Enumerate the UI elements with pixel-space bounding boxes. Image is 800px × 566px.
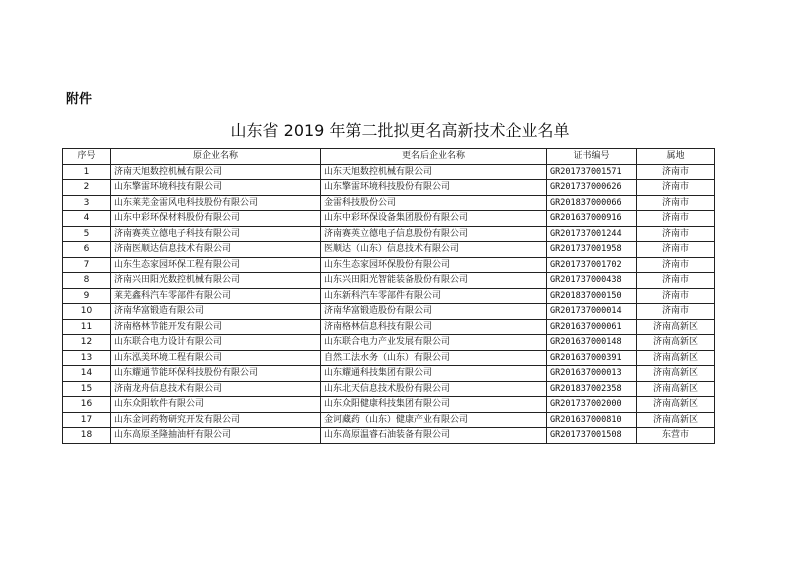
cell-new-name: 山东耀通科技集团有限公司 xyxy=(321,366,547,382)
cell-certificate-number: GR201637000810 xyxy=(547,412,637,428)
table-row xyxy=(63,226,715,242)
cell-certificate-number: GR201737001958 xyxy=(547,242,637,258)
header-original-name: 原企业名称 xyxy=(111,149,321,165)
cell-index: 9 xyxy=(63,288,111,304)
table-row xyxy=(63,304,715,320)
cell-certificate-number: GR201737001508 xyxy=(547,428,637,444)
table-row xyxy=(63,273,715,289)
cell-new-name: 金诃藏药（山东）健康产业有限公司 xyxy=(321,412,547,428)
cell-region: 济南市 xyxy=(637,226,715,242)
table-row xyxy=(63,257,715,273)
table-row xyxy=(63,366,715,382)
cell-new-name: 山东众阳健康科技集团有限公司 xyxy=(321,397,547,413)
cell-new-name: 金雷科技股份公司 xyxy=(321,195,547,211)
cell-index: 6 xyxy=(63,242,111,258)
cell-region: 济南高新区 xyxy=(637,335,715,351)
cell-original-name: 山东联合电力设计有限公司 xyxy=(111,335,321,351)
cell-index: 1 xyxy=(63,164,111,180)
cell-new-name: 山东北天信息技术股份有限公司 xyxy=(321,381,547,397)
table-row xyxy=(63,211,715,227)
cell-original-name: 山东泓美环境工程有限公司 xyxy=(111,350,321,366)
cell-original-name: 山东众阳软件有限公司 xyxy=(111,397,321,413)
cell-certificate-number: GR201737001244 xyxy=(547,226,637,242)
cell-new-name: 山东联合电力产业发展有限公司 xyxy=(321,335,547,351)
cell-index: 12 xyxy=(63,335,111,351)
cell-region: 东营市 xyxy=(637,428,715,444)
cell-certificate-number: GR201637000013 xyxy=(547,366,637,382)
cell-new-name: 济南赛英立德电子信息股份有限公司 xyxy=(321,226,547,242)
cell-new-name: 山东新科汽车零部件有限公司 xyxy=(321,288,547,304)
cell-region: 济南市 xyxy=(637,195,715,211)
cell-original-name: 济南医顺达信息技术有限公司 xyxy=(111,242,321,258)
table-row xyxy=(63,335,715,351)
cell-index: 3 xyxy=(63,195,111,211)
cell-original-name: 山东耀通节能环保科技股份有限公司 xyxy=(111,366,321,382)
cell-index: 15 xyxy=(63,381,111,397)
cell-original-name: 山东莱芜金雷风电科技股份有限公司 xyxy=(111,195,321,211)
cell-index: 2 xyxy=(63,180,111,196)
cell-certificate-number: GR201837000066 xyxy=(547,195,637,211)
cell-original-name: 山东高原圣隆抽油杆有限公司 xyxy=(111,428,321,444)
header-index: 序号 xyxy=(63,149,111,165)
cell-index: 17 xyxy=(63,412,111,428)
table-row xyxy=(63,242,715,258)
table-row xyxy=(63,428,715,444)
cell-certificate-number: GR201637000148 xyxy=(547,335,637,351)
cell-certificate-number: GR201837002358 xyxy=(547,381,637,397)
table-row xyxy=(63,381,715,397)
cell-region: 济南市 xyxy=(637,242,715,258)
cell-index: 11 xyxy=(63,319,111,335)
cell-new-name: 济南华富锻造股份有限公司 xyxy=(321,304,547,320)
cell-region: 济南市 xyxy=(637,288,715,304)
cell-region: 济南高新区 xyxy=(637,366,715,382)
cell-region: 济南市 xyxy=(637,257,715,273)
header-region: 属地 xyxy=(637,149,715,165)
table-row xyxy=(63,397,715,413)
table-row xyxy=(63,350,715,366)
cell-region: 济南市 xyxy=(637,304,715,320)
annex-label: 附件 xyxy=(66,92,93,107)
cell-original-name: 山东擎雷环境科技有限公司 xyxy=(111,180,321,196)
cell-new-name: 济南格林信息科技有限公司 xyxy=(321,319,547,335)
cell-region: 济南市 xyxy=(637,273,715,289)
cell-certificate-number: GR201737001702 xyxy=(547,257,637,273)
table-row xyxy=(63,195,715,211)
cell-region: 济南高新区 xyxy=(637,412,715,428)
cell-original-name: 山东金诃药物研究开发有限公司 xyxy=(111,412,321,428)
cell-certificate-number: GR201737000014 xyxy=(547,304,637,320)
table-row xyxy=(63,412,715,428)
cell-original-name: 山东中彩环保材料股份有限公司 xyxy=(111,211,321,227)
cell-new-name: 山东天旭数控机械有限公司 xyxy=(321,164,547,180)
cell-new-name: 山东中彩环保设备集团股份有限公司 xyxy=(321,211,547,227)
table-row xyxy=(63,319,715,335)
cell-new-name: 山东擎雷环境科技股份有限公司 xyxy=(321,180,547,196)
cell-original-name: 济南赛英立德电子科技有限公司 xyxy=(111,226,321,242)
document-title: 山东省 2019 年第二批拟更名高新技术企业名单 xyxy=(230,121,570,140)
table-row xyxy=(63,180,715,196)
cell-region: 济南市 xyxy=(637,180,715,196)
cell-region: 济南市 xyxy=(637,211,715,227)
cell-region: 济南高新区 xyxy=(637,350,715,366)
cell-original-name: 济南华富锻造有限公司 xyxy=(111,304,321,320)
cell-index: 4 xyxy=(63,211,111,227)
cell-new-name: 医顺达（山东）信息技术有限公司 xyxy=(321,242,547,258)
cell-original-name: 济南龙舟信息技术有限公司 xyxy=(111,381,321,397)
company-table xyxy=(62,148,715,444)
cell-index: 8 xyxy=(63,273,111,289)
cell-index: 5 xyxy=(63,226,111,242)
cell-region: 济南高新区 xyxy=(637,381,715,397)
table-row xyxy=(63,288,715,304)
cell-index: 14 xyxy=(63,366,111,382)
cell-new-name: 山东高原温睿石油装备有限公司 xyxy=(321,428,547,444)
cell-index: 16 xyxy=(63,397,111,413)
cell-region: 济南高新区 xyxy=(637,319,715,335)
cell-index: 10 xyxy=(63,304,111,320)
cell-certificate-number: GR201737002000 xyxy=(547,397,637,413)
header-certificate-number: 证书编号 xyxy=(547,149,637,165)
table-body xyxy=(63,164,715,443)
cell-original-name: 山东生态家园环保工程有限公司 xyxy=(111,257,321,273)
cell-certificate-number: GR201737000626 xyxy=(547,180,637,196)
cell-original-name: 济南兴田阳光数控机械有限公司 xyxy=(111,273,321,289)
table-header-row xyxy=(63,149,715,165)
cell-index: 7 xyxy=(63,257,111,273)
cell-region: 济南高新区 xyxy=(637,397,715,413)
cell-new-name: 山东兴田阳光智能装备股份有限公司 xyxy=(321,273,547,289)
cell-certificate-number: GR201737000438 xyxy=(547,273,637,289)
cell-region: 济南市 xyxy=(637,164,715,180)
cell-certificate-number: GR201637000391 xyxy=(547,350,637,366)
cell-new-name: 山东生态家园环保股份有限公司 xyxy=(321,257,547,273)
cell-original-name: 济南格林节能开发有限公司 xyxy=(111,319,321,335)
cell-certificate-number: GR201637000061 xyxy=(547,319,637,335)
cell-certificate-number: GR201737001571 xyxy=(547,164,637,180)
cell-certificate-number: GR201637000916 xyxy=(547,211,637,227)
table-row xyxy=(63,164,715,180)
cell-original-name: 莱芜鑫科汽车零部件有限公司 xyxy=(111,288,321,304)
cell-index: 18 xyxy=(63,428,111,444)
cell-original-name: 济南天旭数控机械有限公司 xyxy=(111,164,321,180)
header-new-name: 更名后企业名称 xyxy=(321,149,547,165)
cell-new-name: 自然工法水务（山东）有限公司 xyxy=(321,350,547,366)
cell-index: 13 xyxy=(63,350,111,366)
cell-certificate-number: GR201837000150 xyxy=(547,288,637,304)
